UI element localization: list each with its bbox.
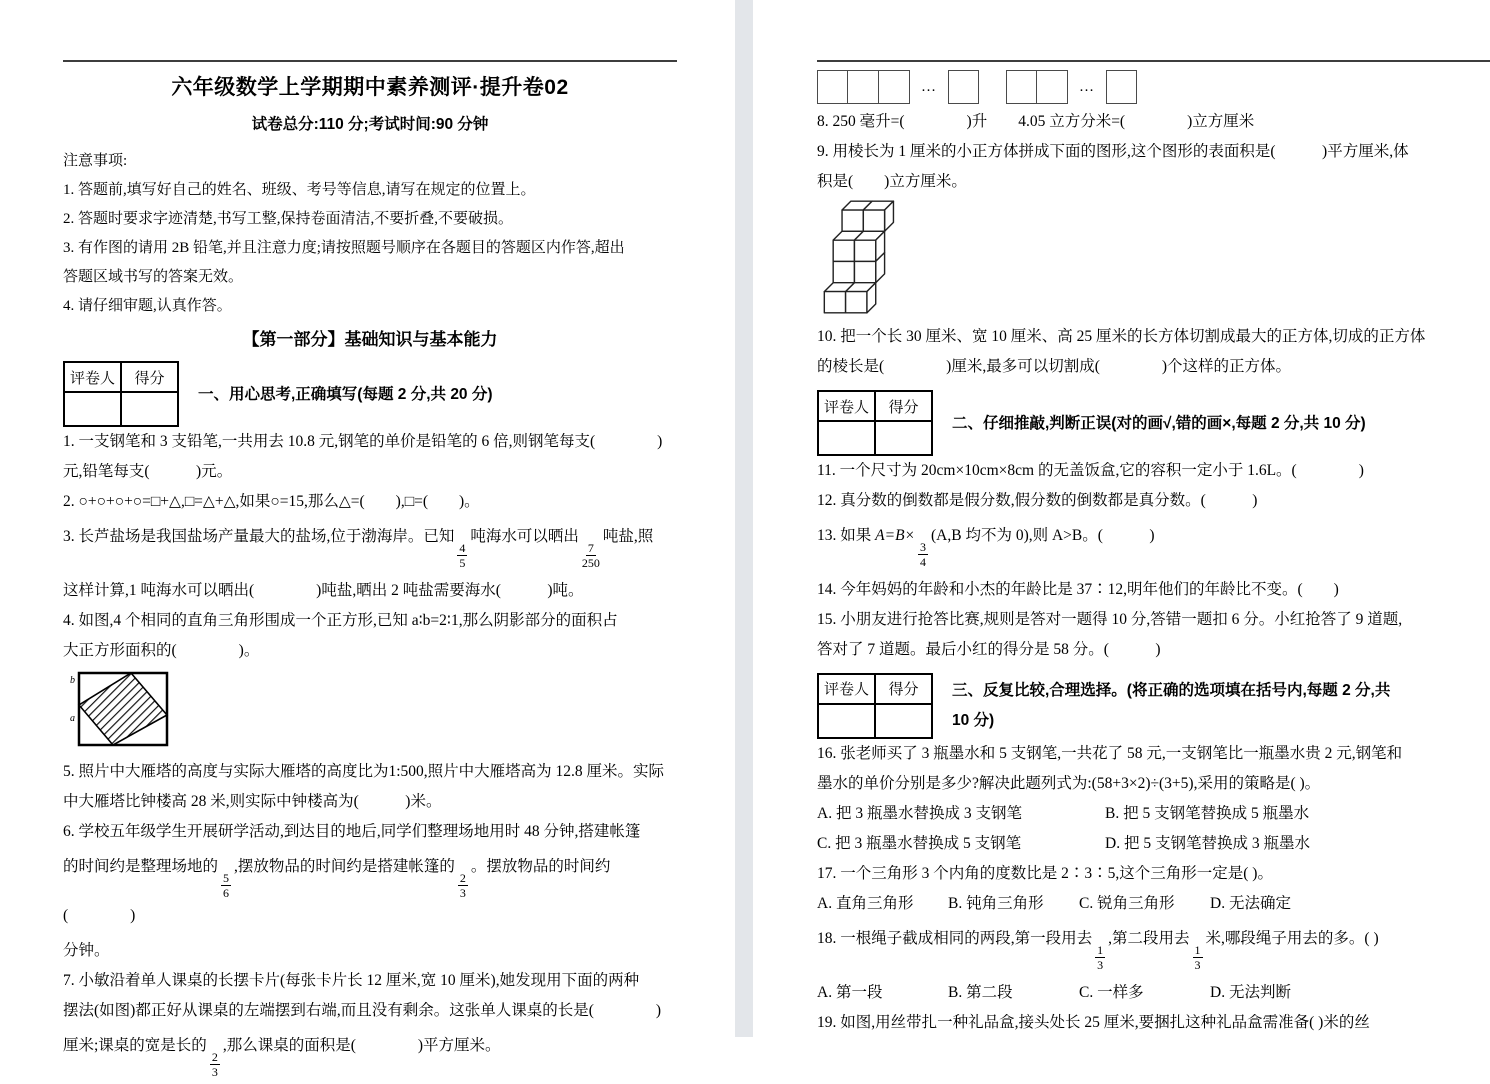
grader-reviewer-label: 评卷人 bbox=[818, 674, 875, 704]
section2-header bbox=[817, 390, 1437, 456]
page1-header-rule bbox=[63, 60, 677, 62]
q4-label-a: a bbox=[70, 712, 75, 724]
card-row-of-two bbox=[1006, 70, 1068, 104]
q9-cube-stack-figure bbox=[819, 199, 897, 315]
fraction: $\frac{2}{3}$ bbox=[459, 870, 466, 901]
question-16-options bbox=[817, 829, 1437, 859]
card bbox=[1106, 70, 1137, 104]
option-b: B. 第二段 bbox=[948, 983, 1013, 1001]
question-1-line: 元,铅笔每支( )元。 bbox=[63, 463, 233, 480]
question-18-line: 18. 一根绳子截成相同的两段,第一段用去 $\frac{1}{3}$ ,第二段用去 $\frac{1}{3}$ 米,哪段绳子用去的多。( ) bbox=[817, 929, 1379, 973]
exam-title: 六年级数学上学期期中素养测评·提升卷02 bbox=[171, 76, 569, 99]
page2-header-rule bbox=[817, 60, 1490, 62]
question-18-options bbox=[817, 978, 1437, 1008]
q7-cards-figure bbox=[817, 67, 1437, 107]
grader-table bbox=[817, 673, 933, 739]
grader-reviewer-label: 评卷人 bbox=[64, 362, 121, 392]
question-12-line: 12. 真分数的倒数都是假分数,假分数的倒数都是真分数。( ) bbox=[817, 492, 1258, 509]
question-5-line: 中大雁塔比钟楼高 28 米,则实际中钟楼高为( )米。 bbox=[63, 792, 442, 810]
section3-heading-line: 10 分) bbox=[952, 711, 995, 729]
question-7-line: 摆法(如图)都正好从课桌的左端摆到右端,而且没有剩余。这张单人课桌的长是( ) bbox=[63, 1001, 662, 1019]
card bbox=[817, 70, 848, 104]
ellipsis: … bbox=[921, 78, 937, 95]
option-a: A. 第一段 bbox=[817, 983, 883, 1001]
option-a: A. 把 3 瓶墨水替换成 3 支钢笔 bbox=[817, 804, 1022, 822]
option-b: B. 钝角三角形 bbox=[948, 894, 1044, 912]
page-1 bbox=[0, 0, 735, 1079]
question-7-line: 7. 小敏沿着单人课桌的长摆卡片(每张卡片长 12 厘米,宽 10 厘米),她发现用下面的两种 bbox=[63, 971, 640, 989]
question-19-line: 19. 如图,用丝带扎一种礼品盒,接头处长 25 厘米,要捆扎这种礼品盒需准备( )米的丝 bbox=[817, 1013, 1370, 1031]
q4-label-b: b bbox=[70, 674, 75, 686]
question-2-line: 2. ○+○+○+○=□+△,□=△+△,如果○=15,那么△=( ),□=( )。 bbox=[63, 493, 480, 510]
grader-table bbox=[63, 361, 179, 427]
grader-score-cell bbox=[121, 392, 178, 426]
section2-heading: 二、仔细推敲,判断正误(对的画√,错的画×,每题 2 分,共 10 分) bbox=[952, 414, 1366, 432]
fraction: $\frac{2}{3}$ bbox=[211, 1049, 218, 1079]
question-9-line: 9. 用棱长为 1 厘米的小正方体拼成下面的图形,这个图形的表面积是( )平方厘米,体 bbox=[817, 143, 1409, 160]
grader-reviewer-cell bbox=[64, 392, 121, 426]
grader-score-cell bbox=[875, 704, 932, 738]
grader-score-label: 得分 bbox=[875, 674, 932, 704]
card bbox=[1006, 70, 1037, 104]
question-9-line: 积是( )立方厘米。 bbox=[817, 173, 967, 190]
note-line: 1. 答题前,填写好自己的姓名、班级、考号等信息,请写在规定的位置上。 bbox=[63, 182, 536, 198]
question-6-line: 6. 学校五年级学生开展研学活动,到达目的地后,同学们整理场地用时 48 分钟,搭建帐篷 bbox=[63, 822, 641, 840]
card bbox=[848, 70, 879, 104]
card-row-of-three bbox=[817, 70, 910, 104]
question-10-line: 10. 把一个长 30 厘米、宽 10 厘米、高 25 厘米的长方体切割成最大的正方体,切成的正方体 bbox=[817, 328, 1426, 345]
question-14-line: 14. 今年妈妈的年龄和小杰的年龄比是 37∶12,明年他们的年龄比不变。( ) bbox=[817, 580, 1339, 598]
grader-reviewer-label: 评卷人 bbox=[818, 391, 875, 421]
question-16-options bbox=[817, 799, 1437, 829]
question-6-line: 的时间约是整理场地的 $\frac{5}{6}$ ,摆放物品的时间约是搭建帐篷的 $\frac{2}{3}$ 。摆放物品的时间约( ) bbox=[63, 857, 611, 924]
option-a: A. 直角三角形 bbox=[817, 894, 914, 912]
grader-score-cell bbox=[875, 421, 932, 455]
card bbox=[879, 70, 910, 104]
option-d: D. 无法判断 bbox=[1210, 983, 1291, 1001]
question-4-line: 大正方形面积的( )。 bbox=[63, 641, 260, 659]
page-2 bbox=[753, 0, 1490, 1037]
option-d: D. 把 5 支钢笔替换成 3 瓶墨水 bbox=[1105, 834, 1310, 852]
question-15-line: 15. 小朋友进行抢答比赛,规则是答对一题得 10 分,答错一题扣 6 分。小红抢答了 9 道题, bbox=[817, 610, 1403, 628]
card bbox=[948, 70, 979, 104]
option-c: C. 一样多 bbox=[1079, 983, 1144, 1001]
note-line: 答题区域书写的答案无效。 bbox=[63, 269, 244, 285]
question-1-line: 1. 一支钢笔和 3 支铅笔,一共用去 10.8 元,钢笔的单价是铅笔的 6 倍,则钢笔每支( ) bbox=[63, 433, 663, 450]
question-17-line: 17. 一个三角形 3 个内角的度数比是 2∶3∶5,这个三角形一定是( )。 bbox=[817, 864, 1273, 882]
question-16-line: 16. 张老师买了 3 瓶墨水和 5 支钢笔,一共花了 58 元,一支钢笔比一瓶墨水贵 2 元,钢笔和 bbox=[817, 744, 1403, 762]
fraction: $\frac{5}{6}$ bbox=[223, 870, 230, 901]
question-3-line: 这样计算,1 吨海水可以晒出( )吨盐,晒出 2 吨盐需要海水( )吨。 bbox=[63, 581, 584, 599]
grader-score-label: 得分 bbox=[121, 362, 178, 392]
grader-reviewer-cell bbox=[818, 421, 875, 455]
question-15-line: 答对了 7 道题。最后小红的得分是 58 分。( ) bbox=[817, 640, 1161, 658]
option-d: D. 无法确定 bbox=[1210, 894, 1291, 912]
question-8-line: 8. 250 毫升=( )升 4.05 立方分米=( )立方厘米 bbox=[817, 113, 1255, 130]
question-16-line: 墨水的单价分别是多少?解决此题列式为:(58+3×2)÷(3+5),采用的策略是( )。 bbox=[817, 774, 1321, 792]
fraction: $\frac{4}{5}$ bbox=[459, 541, 466, 571]
fraction: $\frac{7}{250}$ bbox=[581, 541, 600, 571]
ellipsis: … bbox=[1079, 78, 1095, 95]
notes-heading: 注意事项: bbox=[63, 153, 128, 169]
option-c: C. 把 3 瓶墨水替换成 5 支钢笔 bbox=[817, 834, 1022, 852]
page-gutter bbox=[735, 0, 753, 1037]
question-6-line: 分钟。 bbox=[63, 941, 110, 959]
section3-heading-line: 三、反复比较,合理选择。(将正确的选项填在括号内,每题 2 分,共 bbox=[952, 681, 1391, 699]
grader-table bbox=[817, 390, 933, 456]
question-10-line: 的棱长是( )厘米,最多可以切割成( )个这样的正方体。 bbox=[817, 358, 1292, 375]
question-4-line: 4. 如图,4 个相同的直角三角形围成一个正方形,已知 a∶b=2∶1,那么阴影部分的面积占 bbox=[63, 611, 618, 629]
section3-heading bbox=[952, 676, 1390, 736]
question-7-line: 厘米;课桌的宽是长的 $\frac{2}{3}$ ,那么课桌的面积是( )平方厘米。 bbox=[63, 1036, 501, 1079]
section1-heading: 一、用心思考,正确填写(每题 2 分,共 20 分) bbox=[198, 385, 493, 403]
fraction: $\frac{3}{4}$ bbox=[920, 540, 926, 570]
grader-score-label: 得分 bbox=[875, 391, 932, 421]
note-line: 2. 答题时要求字迹清楚,书写工整,保持卷面清洁,不要折叠,不要破损。 bbox=[63, 211, 514, 227]
part1-heading: 【第一部分】基础知识与基本能力 bbox=[242, 330, 498, 349]
section3-header bbox=[817, 673, 1437, 739]
note-line: 4. 请仔细审题,认真作答。 bbox=[63, 298, 232, 314]
note-line: 3. 有作图的请用 2B 铅笔,并且注意力度;请按照题号顺序在各题目的答题区内作答,超出 bbox=[63, 240, 625, 256]
question-13-line: 13. 如果 A=B× $\frac{3}{4}$ (A,B 均不为 0),则 A>B。( ) bbox=[817, 527, 1155, 570]
question-3-line: 3. 长芦盐场是我国盐场产量最大的盐场,位于渤海岸。已知 $\frac{4}{5}$ 吨海水可以晒出 $\frac{7}{250}$ 吨盐,照 bbox=[63, 528, 654, 571]
question-5-line: 5. 照片中大雁塔的高度与实际大雁塔的高度比为1:500,照片中大雁塔高为 12.8 厘米。实际 bbox=[63, 762, 665, 780]
grader-reviewer-cell bbox=[818, 704, 875, 738]
section1-header bbox=[63, 361, 677, 427]
option-b: B. 把 5 支钢笔替换成 5 瓶墨水 bbox=[1105, 804, 1310, 822]
fraction: $\frac{1}{3}$ bbox=[1097, 942, 1104, 973]
question-11-line: 11. 一个尺寸为 20cm×10cm×8cm 的无盖饭盒,它的容积一定小于 1.6L。( ) bbox=[817, 462, 1364, 479]
exam-notes bbox=[63, 147, 677, 321]
option-c: C. 锐角三角形 bbox=[1079, 894, 1175, 912]
question-17-options bbox=[817, 889, 1437, 919]
exam-meta: 试卷总分:110 分;考试时间:90 分钟 bbox=[251, 116, 489, 133]
fraction: $\frac{1}{3}$ bbox=[1194, 942, 1201, 973]
q4-shaded-square-figure bbox=[67, 669, 171, 749]
card bbox=[1037, 70, 1068, 104]
